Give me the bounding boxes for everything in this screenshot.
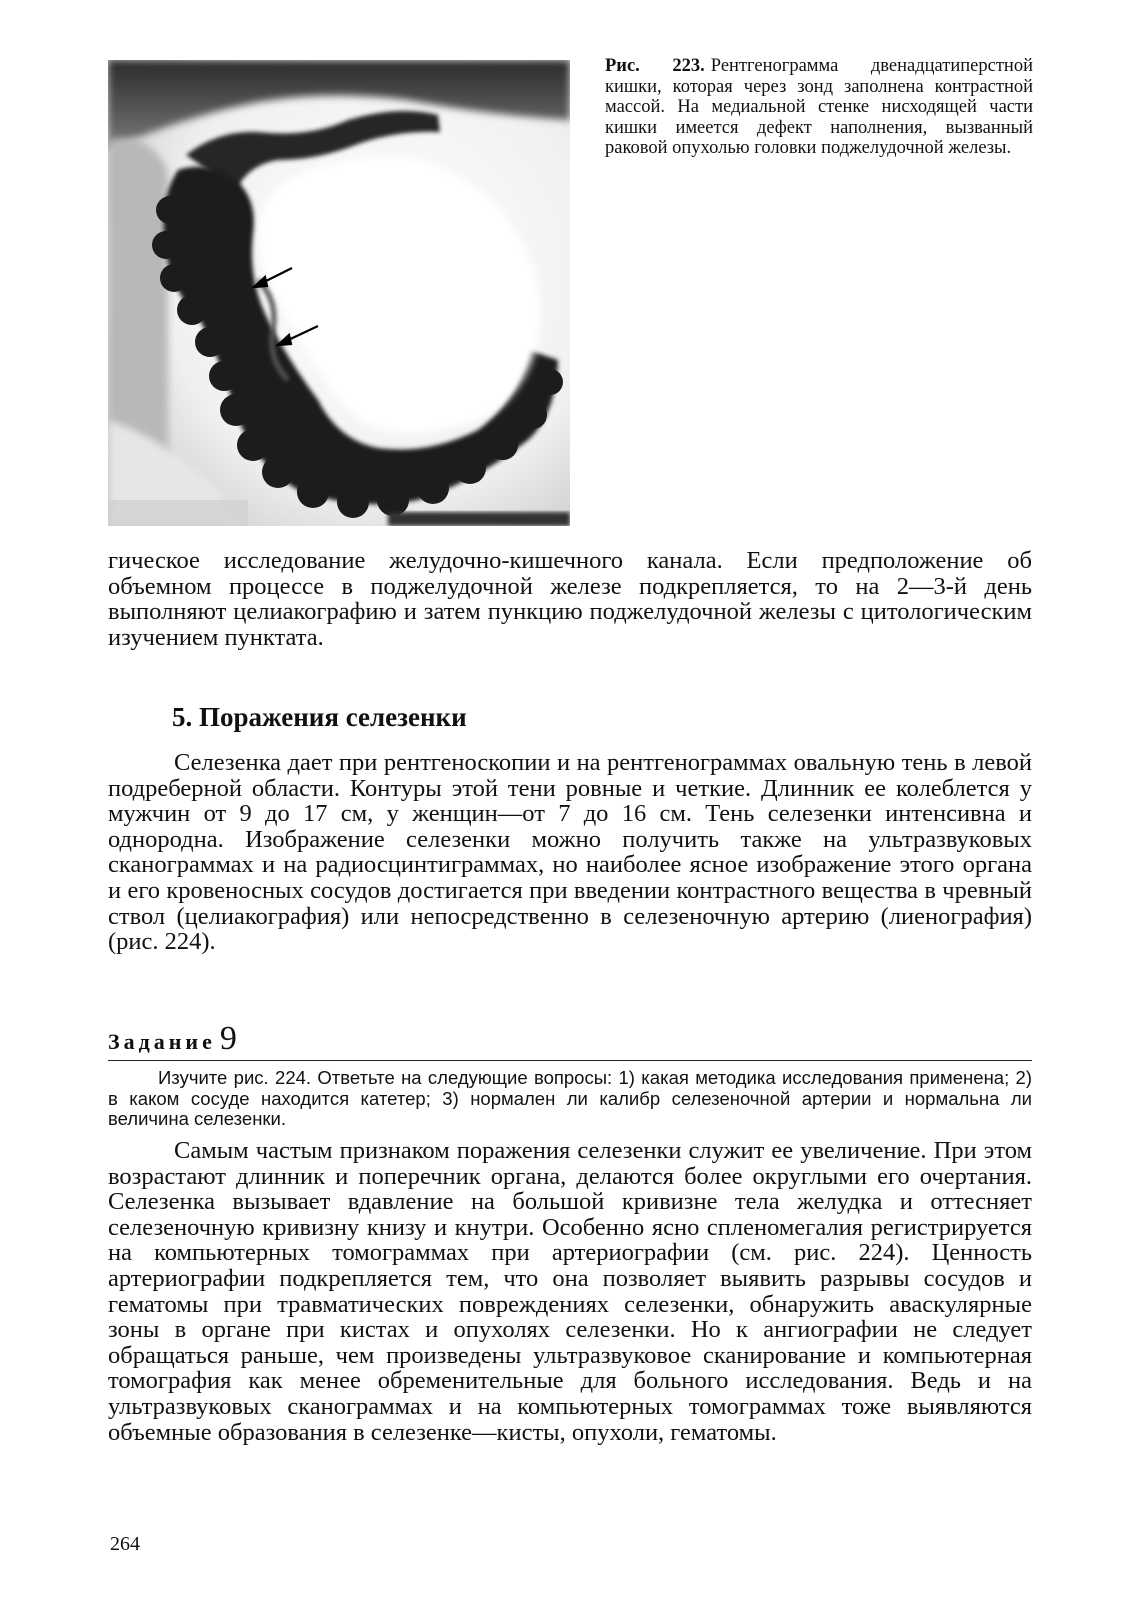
figure-caption: [605, 56, 1033, 159]
page-number: 264: [110, 1533, 140, 1555]
duodenum-radiograph: [108, 60, 570, 526]
caption-label: Рис. 223.: [605, 56, 705, 76]
task-title: [108, 1020, 237, 1058]
intro-paragraph: гическое исследование желудочно-кишечного канала. Если предположение об объемном процессе в поджелудочной железе подкрепляется, то на 2—3-й день выполняют целиакографию и затем пункцию поджелудочной железы с цитологическим изучением пунктата.: [108, 547, 1032, 651]
task-title-word: Задание: [108, 1029, 216, 1054]
task-number: 9: [219, 1020, 237, 1057]
section-heading: 5. Поражения селезенки: [172, 702, 467, 732]
xray-figure-223: [108, 60, 570, 526]
task-divider: [108, 1060, 1032, 1061]
caption-text: Рентгенограмма двенадцатиперстной кишки, которая через зонд заполнена контрастной массой. На медиальной стенке нисходящей части кишки имеется дефект наполнения, вызванный раковой опухолью головки поджелудочной железы.: [605, 56, 1033, 158]
section-paragraph: Селезенка дает при рентгеноскопии и на рентгенограммах овальную тень в левой подреберной области. Контуры этой тени ровные и четкие. Длинник ее колеблется у мужчин от 9 до 17 см, у женщин—от 7 до 16 см. Тень селезенки интенсивна и однородна. Изображение селезенки можно получить также на ультразвуковых сканограммах и на радиосцинтиграммах, но наиболее ясное изображение этого органа и его кровеносных сосудов достигается при введении контрастного вещества в чревный ствол (целиакография) или непосредственно в селезеночную артерию (лиенография) (рис. 224).: [108, 749, 1032, 956]
closing-paragraph: Самым частым признаком поражения селезенки служит ее увеличение. При этом возрастают длинник и поперечник органа, делаются более округлыми его очертания. Селезенка вызывает вдавление на большой кривизне тела желудка и оттесняет селезеночную кривизну книзу и кнутри. Особенно ясно спленомегалия регистрируется на компьютерных томограммах при артериографии (см. рис. 224). Ценность артериографии подкрепляется тем, что она позволяет выявить разрывы сосудов и гематомы при травматических повреждениях селезенки, обнаружить аваскулярные зоны в органе при кистах и опухолях селезенки. Но к ангиографии не следует обращаться раньше, чем произведены ультразвуковое сканирование и компьютерная томография как менее обременительные для больного исследования. Ведь и на ультразвуковых сканограммах и на компьютерных томограммах тоже выявляются объемные образования в селезенке—кисты, опухоли, гематомы.: [108, 1137, 1032, 1446]
task-text: Изучите рис. 224. Ответьте на следующие вопросы: 1) какая методика исследования применена; 2) в каком сосуде находится катетер; 3) нормален ли калибр селезеночной артерии и нормальна ли величина селезенки.: [108, 1067, 1032, 1129]
